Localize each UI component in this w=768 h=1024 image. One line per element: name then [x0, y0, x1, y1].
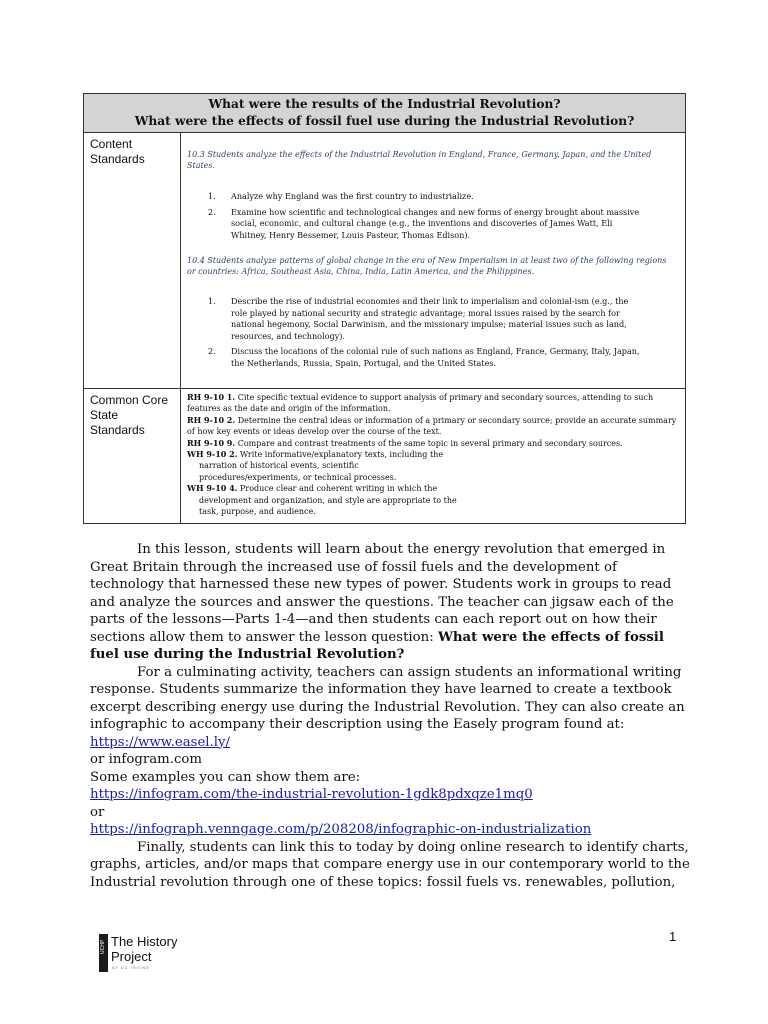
list-item — [181, 346, 643, 369]
list-item — [181, 191, 643, 203]
list-number: 1. — [208, 191, 216, 201]
table-title — [84, 94, 685, 133]
standard-code: RH 9-10 2. — [187, 414, 236, 425]
list-number: 2. — [208, 206, 216, 217]
standard-text: task, purpose, and audience. — [199, 507, 316, 517]
common-core-cell — [181, 388, 685, 523]
cc-label-line-3: Standards — [90, 423, 145, 437]
list-number: 1. — [208, 296, 216, 306]
logo-line-2: Project — [111, 949, 152, 964]
content-label-line-1: Content — [90, 137, 133, 151]
title-line-1: What were the results of the Industrial Revolution? — [208, 97, 561, 111]
list-item — [181, 207, 643, 242]
standard-text: Compare and contrast treatments of the same topic in several primary and secondary sources. — [235, 438, 623, 448]
venngage-link[interactable]: https://infograph.venngage.com/p/208208/infographic-on-industrialization — [90, 822, 592, 837]
standard-text: Determine the central ideas or information of a primary or secondary source; provide an accurate summary of how key events or ideas develop over the course of the text. — [187, 415, 677, 437]
examples-intro: Some examples you can show them are: — [90, 769, 361, 785]
history-project-logo — [99, 934, 199, 976]
logo-subtitle: AT UC IRVINE — [112, 965, 151, 970]
or-infogram: or infogram.com — [90, 752, 203, 767]
link-line — [90, 734, 690, 752]
standard-code: WH 9-10 2. — [187, 449, 238, 460]
paragraph-culminating: For a culminating activity, teachers can assign students an informational writing response. Students summarize the information they have learned to create a textbook excerpt describing energy use during the Industrial Revolution. They can also create an infographic to accompany their description using the Easely program found at: — [90, 664, 685, 732]
standard-rh2 — [187, 415, 683, 438]
paragraph-text: In this lesson, students will learn about the energy revolution that emerged in Great Britain through the increased use of fossil fuels and the development of technology that harnessed these new types of power. Students work in groups to read and analyze the sources and answer the questions. The teacher can jigsaw each of the parts of the lessons—Parts 1-4—and then students can each report out on how their sections allow them to answer the lesson question: — [90, 542, 674, 645]
standard-code: RH 9-10 9. — [187, 437, 236, 448]
or-text: or — [90, 804, 105, 820]
standard-text: development and organization, and style are appropriate to the — [199, 495, 457, 505]
lesson-question: What were the effects of fossil fuel use during the Industrial Revolution? — [90, 629, 664, 662]
standard-10-4-list — [181, 296, 681, 373]
common-core-label — [84, 388, 181, 523]
list-text: Describe the rise of industrial economies and their link to imperialism and colonial-ism (e.g., the role played by national security and strategic advantage; moral issues raised by the search for national hegemony, Social Darwinism, and the missionary impulse; material issues such as land, resources, and technology). — [231, 296, 629, 341]
list-text: Examine how scientific and technological changes and new forms of energy brought about massive social, economic, and cultural change (e.g., the inventions and discoveries of James Watt, Eli Whitney, Henry Bessemer, Louis Pasteur, Thomas Edison). — [231, 206, 640, 240]
easelly-link[interactable]: https://www.easel.ly/ — [90, 734, 231, 750]
standard-10-3-list — [181, 191, 681, 245]
content-standards-label — [84, 133, 181, 388]
infogram-link[interactable]: https://infogram.com/the-industrial-revolution-1gdk8pdxqze1mq0 — [90, 787, 533, 802]
logo-line-1: The History — [111, 934, 178, 949]
standard-text: Cite specific textual evidence to support analysis of primary and secondary sources, attending to such features as the date and origin of the information. — [187, 393, 654, 414]
common-core-standards — [187, 392, 683, 517]
standard-rh9 — [187, 438, 683, 449]
standard-wh2 — [187, 449, 683, 460]
standard-code: WH 9-10 4. — [187, 483, 238, 494]
list-item — [181, 296, 643, 342]
cc-label-line-2: State — [90, 408, 119, 422]
lesson-body — [90, 541, 690, 891]
logo-bar — [99, 934, 108, 972]
content-standards-cell — [181, 133, 685, 388]
content-label-line-2: Standards — [90, 152, 145, 166]
standard-text: Produce clear and coherent writing in which the — [237, 484, 438, 494]
cc-label-line-1: Common Core — [90, 393, 169, 407]
standards-table — [83, 93, 686, 524]
standard-10-3: 10.3 Students analyze the effects of the Industrial Revolution in England, France, Germany, Japan, and the United States. — [187, 150, 652, 170]
paragraph-finally: Finally, students can link this to today by doing online research to identify charts, graphs, articles, and/or maps that compare energy use in our contemporary world to the Industrial revolution through one of these topics: fossil fuels vs. renewables, pollution, — [90, 839, 690, 890]
standard-text: Write informative/explanatory texts, including the — [237, 450, 444, 460]
list-text: Analyze why England was the first country to industrialize. — [231, 191, 474, 201]
list-text: Discuss the locations of the colonial rule of such nations as England, France, Germany, Italy, Japan, the Netherlands, Russia, Spain, Portugal, and the United States. — [231, 346, 640, 368]
standard-wh4 — [187, 483, 683, 494]
logo-bar-text: UCHP — [100, 940, 106, 954]
standard-code: RH 9-10 1. — [187, 392, 236, 402]
link-line — [90, 786, 690, 804]
title-line-2: What were the effects of fossil fuel use during the Industrial Revolution? — [134, 114, 635, 128]
standard-10-4: 10.4 Students analyze patterns of global change in the era of New Imperialism in at least two of the following regions or countries: Africa, Southeast Asia, China, India, Latin America, and the Philippines. — [187, 256, 667, 276]
link-line — [90, 821, 690, 839]
paragraph-intro — [90, 541, 690, 664]
page-number: 1 — [669, 929, 677, 944]
standard-text: procedures/experiments, or technical processes. — [199, 472, 397, 482]
list-number: 2. — [208, 346, 216, 356]
standard-text: narration of historical events, scientific — [199, 461, 359, 471]
standard-rh1 — [187, 392, 683, 415]
